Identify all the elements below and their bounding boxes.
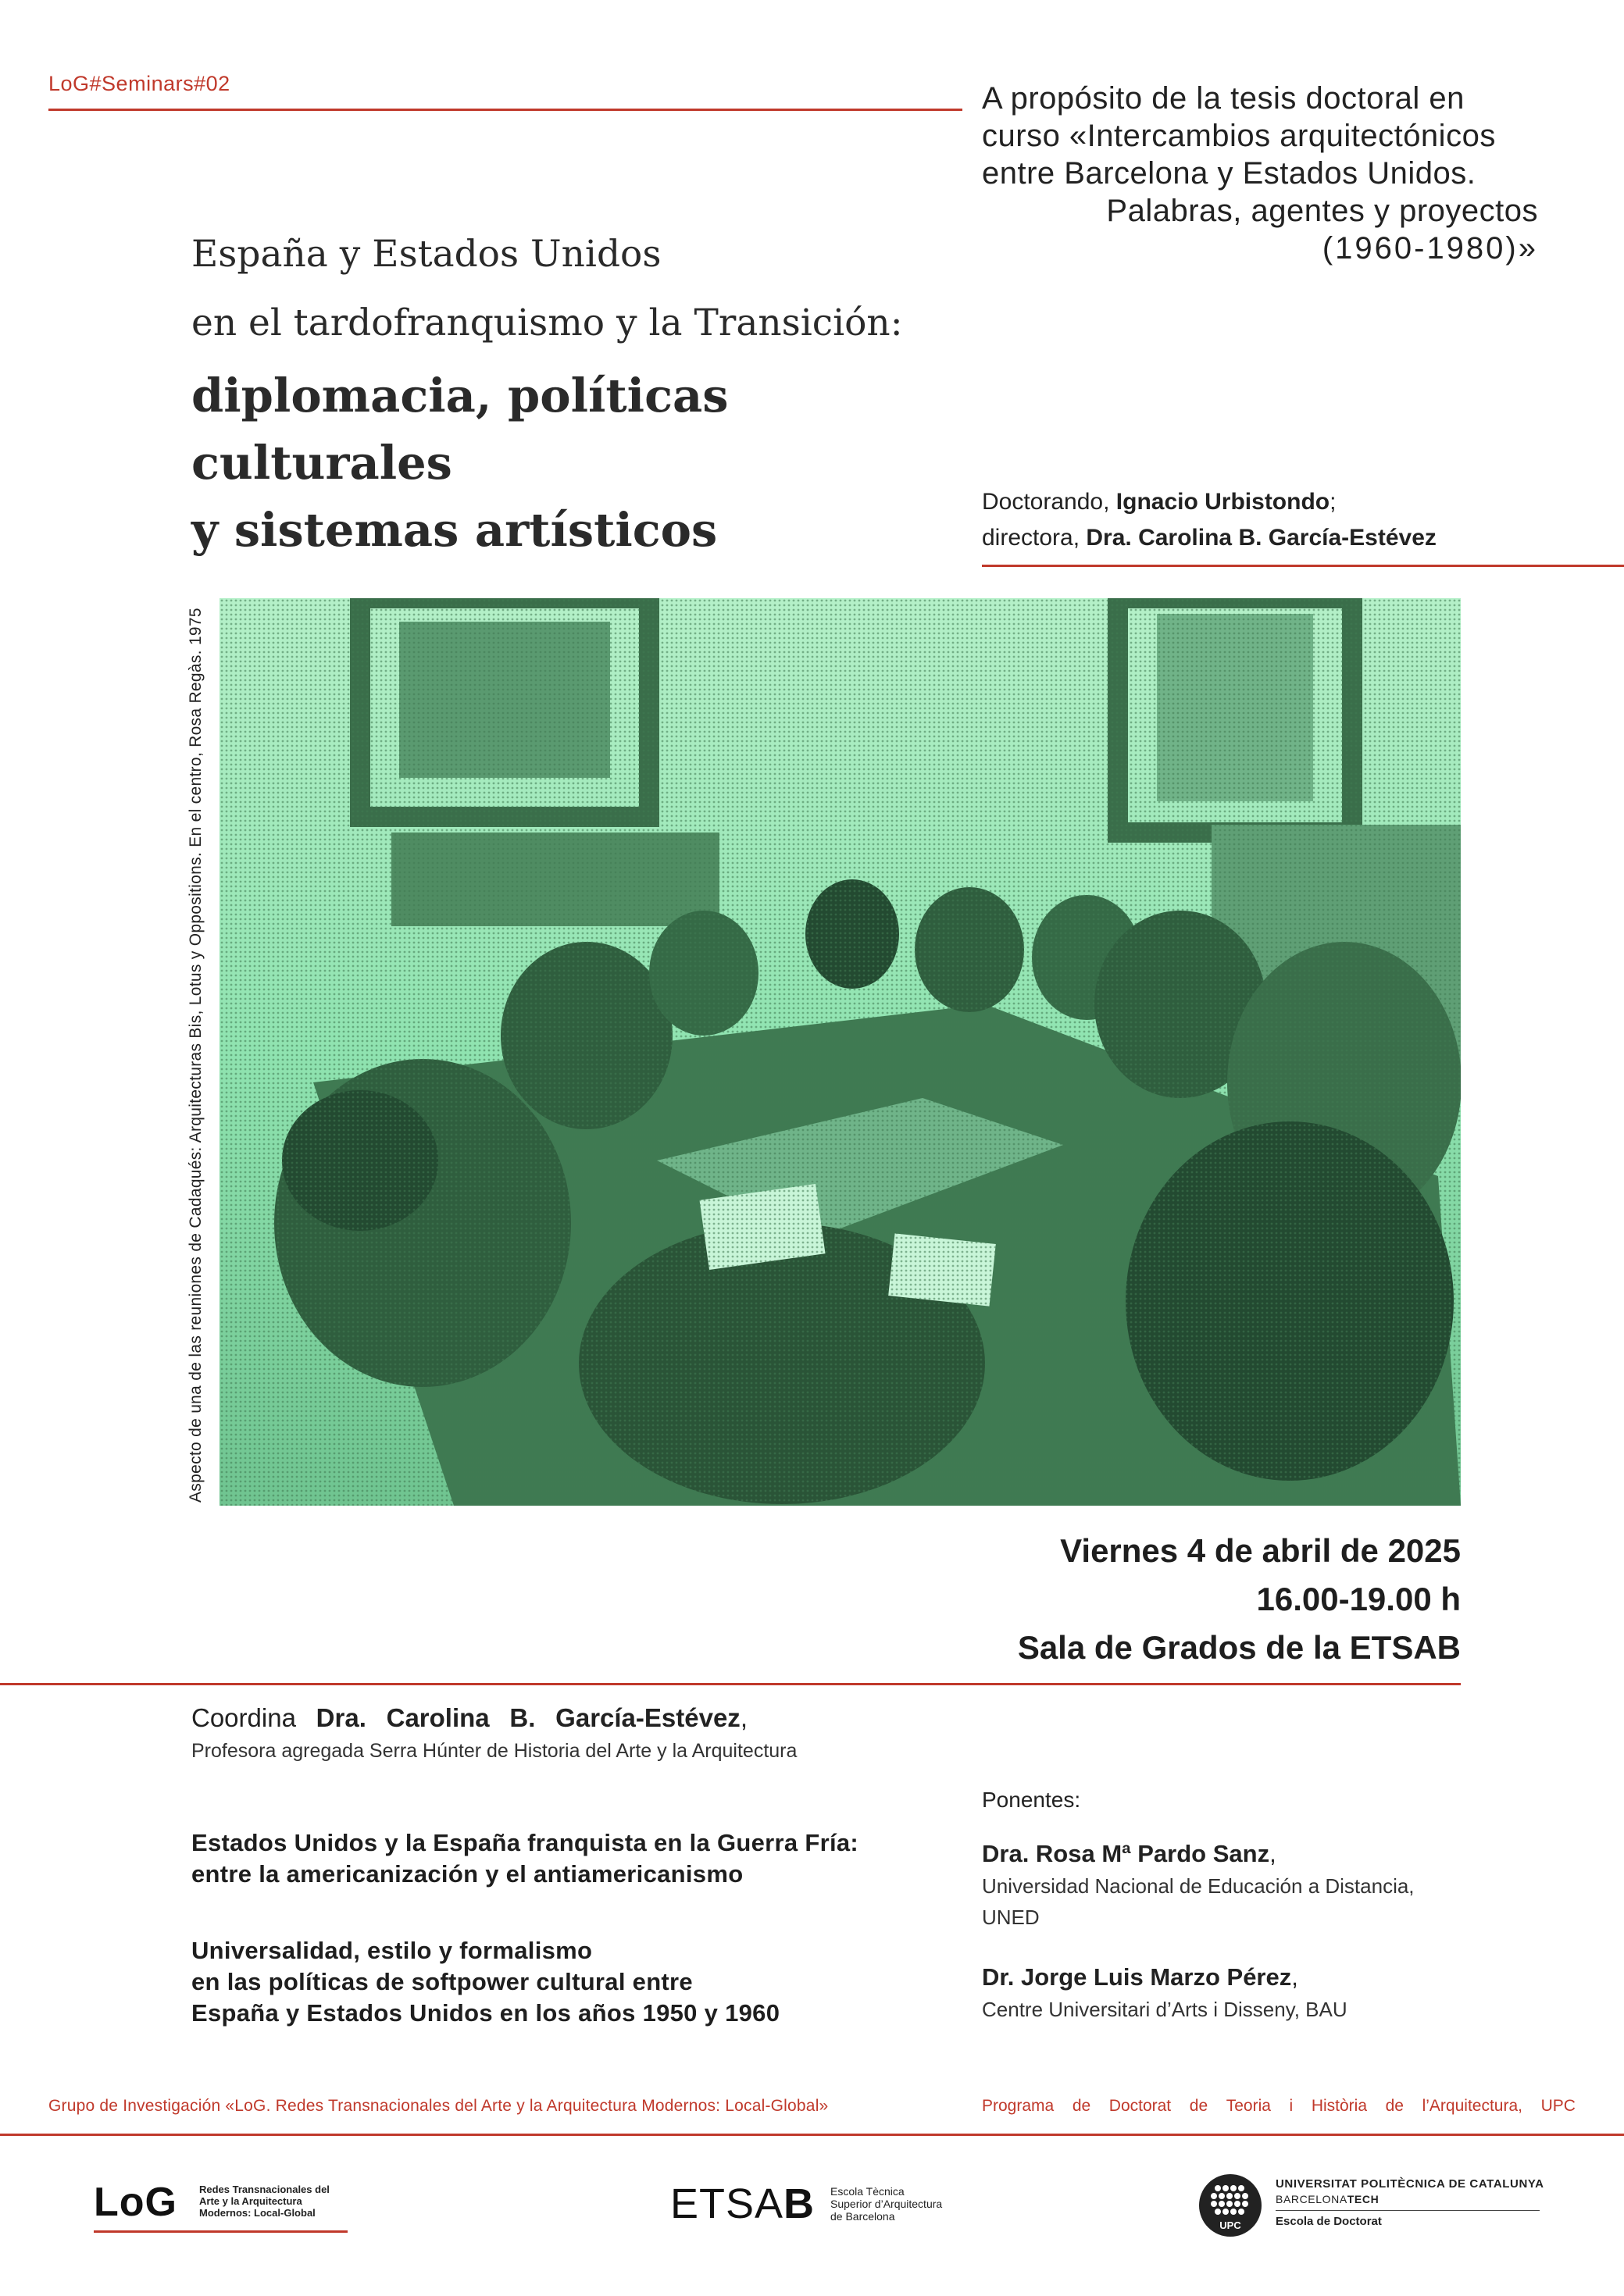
title-line-4: y sistemas artísticos [191,503,718,557]
doctorando-sep: ; [1330,489,1337,515]
photo-caption: Aspecto de una de las reuniones de Cadaqués: Arquitecturas Bis, Lotus y Oppositions. En el centro, Rosa Regàs. 1975 [187,608,205,1503]
upc-name: UNIVERSITAT POLITÈCNICA DE CATALUNYA [1276,2177,1544,2191]
doct-rule [982,565,1624,567]
talk-2-line-3: España y Estados Unidos en los años 1950 y 1960 [191,1999,780,2027]
directora-label: directora, [982,525,1087,551]
research-group: Grupo de Investigación «LoG. Redes Transnacionales del Arte y la Arquitectura Modernos: Local-Global» [48,2097,829,2115]
top-left-rule [48,109,962,111]
upc-school: Escola de Doctorat [1276,2215,1382,2228]
series-label: LoG#Seminars#02 [48,72,230,95]
speakers-block [982,1784,1466,2025]
coordinator-name-1: Dra. [316,1703,366,1732]
log-logo-mark: LoG [94,2180,177,2225]
doctorando-name: Ignacio Urbistondo [1115,489,1330,515]
date-rule [0,1683,1461,1685]
coordinator-name-2: Carolina [386,1703,490,1732]
meeting-photo [220,598,1461,1506]
event-time: 16.00-19.00 h [1256,1581,1461,1617]
intro-line-3: entre Barcelona y Estados Unidos. [982,156,1476,191]
intro-line-1: A propósito de la tesis doctoral en [982,81,1465,116]
thesis-intro [982,80,1538,267]
upc-logo [1197,2173,1544,2243]
talk-2-line-2: en las políticas de softpower cultural entre [191,1968,693,1995]
svg-text:UPC: UPC [1219,2219,1241,2231]
coordinator-role: Profesora agregada Serra Húnter de Historia del Arte y la Arquitectura [191,1740,798,1762]
speaker-2-name: Dr. Jorge Luis Marzo Pérez, [982,1963,1298,1991]
intro-line-4: Palabras, agentes y proyectos [1106,194,1538,228]
talk-2 [191,1935,941,2029]
talk-1-line-1: Estados Unidos y la España franquista en la Guerra Fría: [191,1829,859,1856]
log-logo [94,2179,359,2234]
title-line-2: en el tardofranquismo y la Transición: [191,301,903,344]
event-date: Viernes 4 de abril de 2025 [1060,1532,1461,1569]
event-info [859,1527,1461,1672]
doctorando-block [982,484,1437,556]
page-title [191,220,957,564]
etsab-logo [670,2179,983,2234]
log-logo-text: Redes Transnacionales del Arte y la Arquitectura Modernos: Local-Global [199,2184,330,2219]
meeting-photo-image [220,598,1461,1506]
talk-1 [191,1827,941,1890]
doctoral-program: Programa de Doctorat de Teoria i Història de l’Arquitectura, UPC [982,2097,1576,2115]
log-logo-underline [94,2230,348,2233]
upc-tech: BARCELONATECH [1276,2193,1380,2205]
upc-separator [1276,2210,1540,2211]
title-line-1: España y Estados Unidos [191,233,662,276]
coordinator-label: Coordina [191,1703,296,1732]
speaker-2-affiliation: Centre Universitari d’Arts i Disseny, BAU [982,1998,1347,2021]
speaker-1-affiliation-abbr: UNED [982,1906,1040,1929]
speakers-label: Ponentes: [982,1788,1081,1812]
event-place: Sala de Grados de la ETSAB [1017,1629,1461,1666]
intro-line-5: (1960-1980)» [1322,231,1538,266]
doctorando-label: Doctorando, [982,489,1116,515]
footer-top-rule [0,2134,1624,2136]
coordinator-block [191,1701,918,1767]
etsab-logo-mark: ETSAB [670,2180,816,2227]
speaker-1-affiliation: Universidad Nacional de Educación a Distancia, [982,1874,1415,1898]
etsab-logo-text: Escola Tècnica Superior d’Arquitectura de Barcelona [830,2185,943,2223]
directora-name: Dra. Carolina B. García-Estévez [1086,525,1437,551]
title-line-3: diplomacia, políticas culturales [191,369,729,490]
coordinator-name-4: García-Estévez [555,1703,741,1732]
talk-1-line-2: entre la americanización y el antiamericanismo [191,1860,744,1888]
speaker-1-name: Dra. Rosa Mª Pardo Sanz, [982,1840,1276,1867]
intro-line-2: curso «Intercambios arquitectónicos [982,119,1496,153]
talk-2-line-1: Universalidad, estilo y formalismo [191,1937,593,1964]
coordinator-comma: , [740,1703,748,1732]
coordinator-name-3: B. [509,1703,536,1732]
upc-seal-icon [1197,2173,1263,2238]
